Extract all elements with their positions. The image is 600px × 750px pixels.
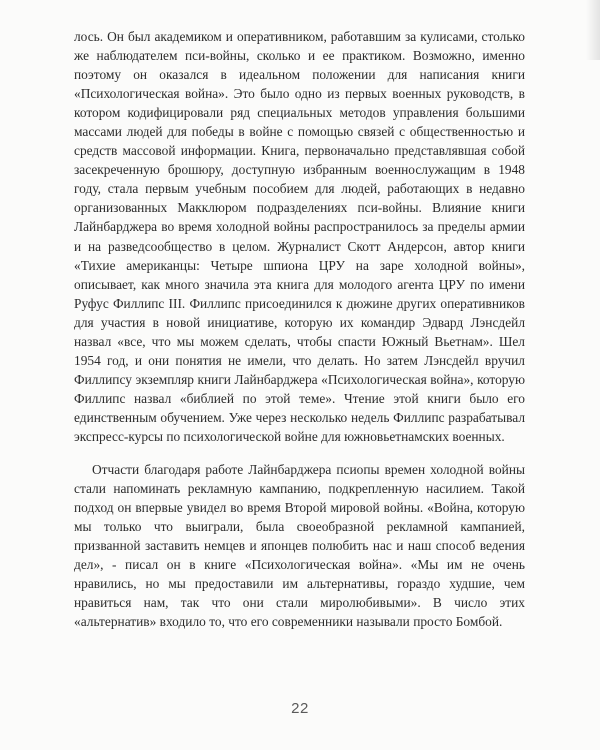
page-number: 22 — [291, 700, 309, 717]
paragraph-continued: лось. Он был академиком и оперативником, работавшим за кулисами, столько же наблюдателем пси-войны, сколько и ее практиком. Возможно, именно поэтому он оказался в идеальном положении для написания книги «Психологическая война». Это было одно из первых военных руководств, в котором кодифицировали ряд специальных методов управления большими массами людей для победы в войне с помощью связей с общественностью и средств массовой информации. Книга, первоначально представлявшая собой засекреченную брошюру, доступную избранным военнослужащим в 1948 году, стала первым учебным пособием для людей, работающих в недавно организованных Макклюром подразделениях пси-войны. Влияние книги Лайнбарджера во время холодной войны распространилось за пределы армии и на разведсообщество в целом. Журналист Скотт Андерсон, автор книги «Тихие американцы: Четыре шпиона ЦРУ на заре холодной войны», описывает, как много значила эта книга для молодого агента ЦРУ по имени Руфус Филлипс III. Филлипс присоединился к дюжине других оперативников для участия в новой инициативе, которую их командир Эдвард Лэнсдейл назвал «все, что мы можем сделать, чтобы спасти Южный Вьетнам». Шел 1954 год, и они понятия не имели, что делать. Но затем Лэнсдейл вручил Филлипсу экземпляр книги Лайнбарджера «Психологическая война», которую Филлипс назвал «библией по этой теме». Чтение этой книги было его единственным обучением. Уже через несколько недель Филлипс разрабатывал экспресс-курсы по психологической войне для южновьетнамских военных. — [74, 29, 525, 444]
paragraph: Отчасти благодаря работе Лайнбарджера псиопы времен холодной войны стали напоминать рекламную кампанию, подкрепленную насилием. Такой подход он впервые увидел во время Второй мировой войны. «Война, которую мы только что выиграли, была своеобразной рекламной кампанией, призванной заставить немцев и японцев полюбить нас и наш способ ведения дел», - писал он в книге «Психологическая война». «Мы им не очень нравились, но мы предоставили им альтернативы, гораздо худшие, чем нравиться нам, так что они стали миролюбивыми». В число этих «альтернатив» входило то, что его современники называли просто Бомбой. — [74, 462, 525, 630]
body-text — [74, 27, 525, 631]
scan-edge-shadow — [586, 0, 600, 60]
